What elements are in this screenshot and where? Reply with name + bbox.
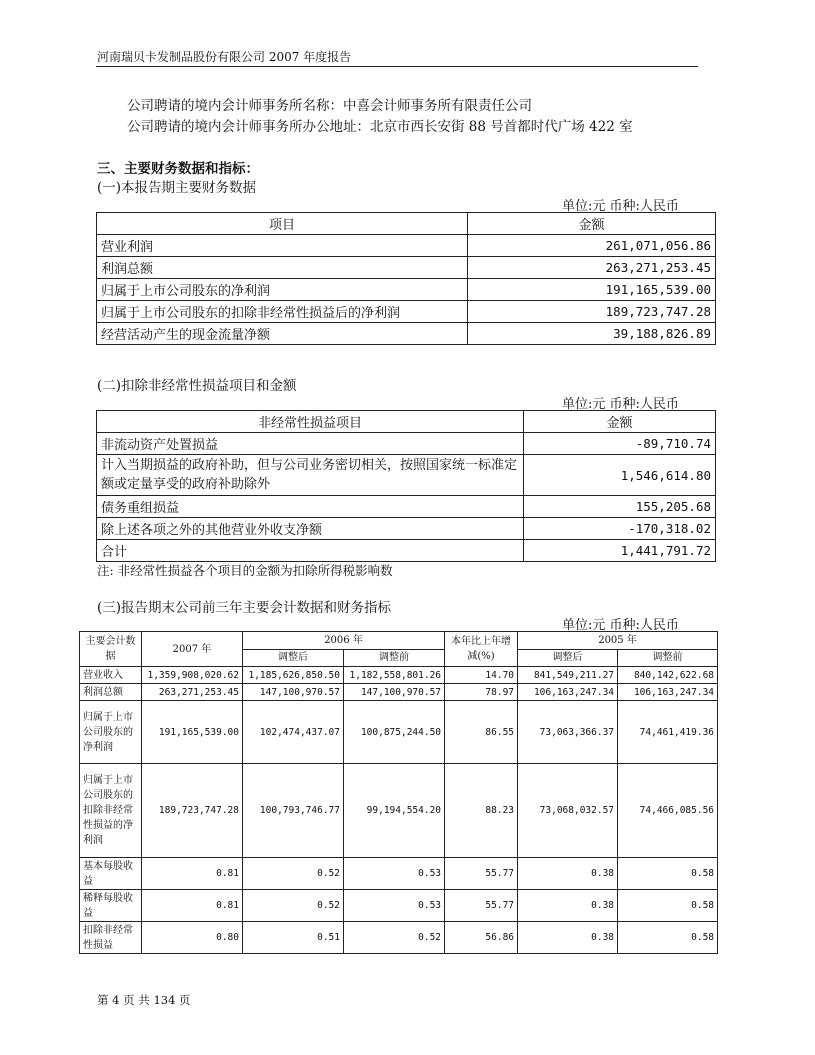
value-cell: 55.77	[445, 890, 518, 922]
page-number: 第 4 页 共 134 页	[97, 993, 191, 1007]
value-cell: 0.51	[243, 922, 344, 954]
value-cell: 73,068,032.57	[518, 764, 618, 858]
value-cell: 0.52	[344, 922, 445, 954]
table-header-row	[80, 632, 718, 650]
table-row	[80, 890, 718, 922]
item-cell: 利润总额	[80, 684, 142, 701]
table-row	[97, 323, 716, 345]
table-row	[97, 455, 716, 496]
item-cell: 归属于上市公司股东的扣除非经常性损益后的净利润	[97, 301, 468, 323]
header-cell: 项目	[97, 213, 468, 235]
table-row	[80, 764, 718, 858]
value-cell: 841,549,211.27	[518, 667, 618, 684]
value-cell: 0.80	[142, 922, 243, 954]
header-cell: 2006 年	[243, 632, 445, 650]
table-header-row	[97, 411, 716, 433]
part1-title: (一)本报告期主要财务数据	[97, 180, 257, 196]
table-row	[80, 858, 718, 890]
value-cell: 189,723,747.28	[142, 764, 243, 858]
value-cell: 0.38	[518, 858, 618, 890]
table-row	[97, 257, 716, 279]
value-cell: 0.38	[518, 922, 618, 954]
item-cell: 非流动资产处置损益	[97, 433, 524, 455]
part2-unit: 单位:元 币种:人民币	[562, 397, 679, 412]
value-cell: 0.81	[142, 858, 243, 890]
item-cell: 归属于上市公司股东的净利润	[80, 701, 142, 764]
value-cell: 100,875,244.50	[344, 701, 445, 764]
section-title: 三、主要财务数据和指标：	[97, 161, 259, 177]
value-cell: 191,165,539.00	[142, 701, 243, 764]
value-cell: 0.58	[618, 922, 718, 954]
amount-cell: 1,441,791.72	[524, 540, 716, 562]
table-row	[97, 540, 716, 562]
three-year-table	[79, 631, 718, 954]
item-cell: 利润总额	[97, 257, 468, 279]
part3-unit: 单位:元 币种:人民币	[562, 618, 679, 633]
value-cell: 99,194,554.20	[344, 764, 445, 858]
value-cell: 1,359,908,020.62	[142, 667, 243, 684]
amount-cell: 261,071,056.86	[468, 235, 716, 257]
header-cell: 调整后	[243, 649, 344, 667]
header-cell: 调整前	[344, 649, 445, 667]
item-cell: 除上述各项之外的其他营业外收支净额	[97, 518, 524, 540]
part1-unit: 单位:元 币种:人民币	[562, 199, 679, 214]
value-cell: 0.81	[142, 890, 243, 922]
value-cell: 100,793,746.77	[243, 764, 344, 858]
value-cell: 147,100,970.57	[243, 684, 344, 701]
value-cell: 74,466,085.56	[618, 764, 718, 858]
amount-cell: 155,205.68	[524, 496, 716, 518]
value-cell: 102,474,437.07	[243, 701, 344, 764]
item-cell: 营业收入	[80, 667, 142, 684]
value-cell: 0.38	[518, 890, 618, 922]
value-cell: 0.53	[344, 890, 445, 922]
value-cell: 106,163,247.34	[618, 684, 718, 701]
header-cell: 主要会计数据	[80, 632, 142, 667]
header-cell: 2005 年	[518, 632, 718, 650]
part3-title: (三)报告期末公司前三年主要会计数据和财务指标	[97, 600, 392, 616]
header-cell: 2007 年	[142, 632, 243, 667]
value-cell: 0.52	[243, 890, 344, 922]
table-row	[97, 433, 716, 455]
table-row	[80, 667, 718, 684]
amount-cell: 191,165,539.00	[468, 279, 716, 301]
value-cell: 840,142,622.68	[618, 667, 718, 684]
item-cell: 扣除非经常性损益	[80, 922, 142, 954]
amount-cell: 1,546,614.80	[524, 455, 716, 496]
header-cell: 调整前	[618, 649, 718, 667]
value-cell: 88.23	[445, 764, 518, 858]
value-cell: 1,182,558,801.26	[344, 667, 445, 684]
value-cell: 263,271,253.45	[142, 684, 243, 701]
value-cell: 86.55	[445, 701, 518, 764]
value-cell: 0.58	[618, 890, 718, 922]
value-cell: 73,063,366.37	[518, 701, 618, 764]
header-cell: 调整后	[518, 649, 618, 667]
value-cell: 55.77	[445, 858, 518, 890]
value-cell: 106,163,247.34	[518, 684, 618, 701]
value-cell: 0.58	[618, 858, 718, 890]
item-cell: 稀释每股收益	[80, 890, 142, 922]
header-cell: 金额	[524, 411, 716, 433]
item-cell: 归属于上市公司股东的扣除非经常性损益的净利润	[80, 764, 142, 858]
item-cell: 营业利润	[97, 235, 468, 257]
amount-cell: -170,318.02	[524, 518, 716, 540]
amount-cell: 263,271,253.45	[468, 257, 716, 279]
item-cell: 归属于上市公司股东的净利润	[97, 279, 468, 301]
amount-cell: 189,723,747.28	[468, 301, 716, 323]
table-row	[80, 684, 718, 701]
header-cell: 金额	[468, 213, 716, 235]
amount-cell: 39,188,826.89	[468, 323, 716, 345]
value-cell: 78.97	[445, 684, 518, 701]
value-cell: 0.53	[344, 858, 445, 890]
header-divider	[96, 66, 698, 67]
value-cell: 14.70	[445, 667, 518, 684]
part2-title: (二)扣除非经常性损益项目和金额	[97, 378, 297, 394]
page-header: 河南瑞贝卡发制品股份有限公司 2007 年度报告	[97, 50, 352, 64]
amount-cell: -89,710.74	[524, 433, 716, 455]
auditor-address: 公司聘请的境内会计师事务所办公地址：北京市西长安街 88 号首都时代广场 422 室	[127, 119, 633, 135]
value-cell: 0.52	[243, 858, 344, 890]
main-financial-table	[96, 212, 716, 345]
table-row	[97, 301, 716, 323]
item-cell: 经营活动产生的现金流量净额	[97, 323, 468, 345]
item-cell: 债务重组损益	[97, 496, 524, 518]
table-row	[97, 496, 716, 518]
table-row	[97, 235, 716, 257]
table-row	[80, 922, 718, 954]
value-cell: 74,461,419.36	[618, 701, 718, 764]
item-cell: 合计	[97, 540, 524, 562]
item-cell: 计入当期损益的政府补助，但与公司业务密切相关，按照国家统一标准定额或定量享受的政府补助除外	[97, 455, 524, 496]
value-cell: 56.86	[445, 922, 518, 954]
value-cell: 1,185,626,850.50	[243, 667, 344, 684]
table-row	[80, 701, 718, 764]
header-cell: 非经常性损益项目	[97, 411, 524, 433]
nonrecurring-table	[96, 410, 716, 562]
auditor-name: 公司聘请的境内会计师事务所名称：中喜会计师事务所有限责任公司	[127, 98, 532, 114]
item-cell: 基本每股收益	[80, 858, 142, 890]
table-header-row	[97, 213, 716, 235]
header-cell: 本年比上年增减(%)	[445, 632, 518, 667]
value-cell: 147,100,970.57	[344, 684, 445, 701]
table-row	[97, 518, 716, 540]
footnote: 注: 非经常性损益各个项目的金额为扣除所得税影响数	[97, 563, 393, 578]
table-row	[97, 279, 716, 301]
